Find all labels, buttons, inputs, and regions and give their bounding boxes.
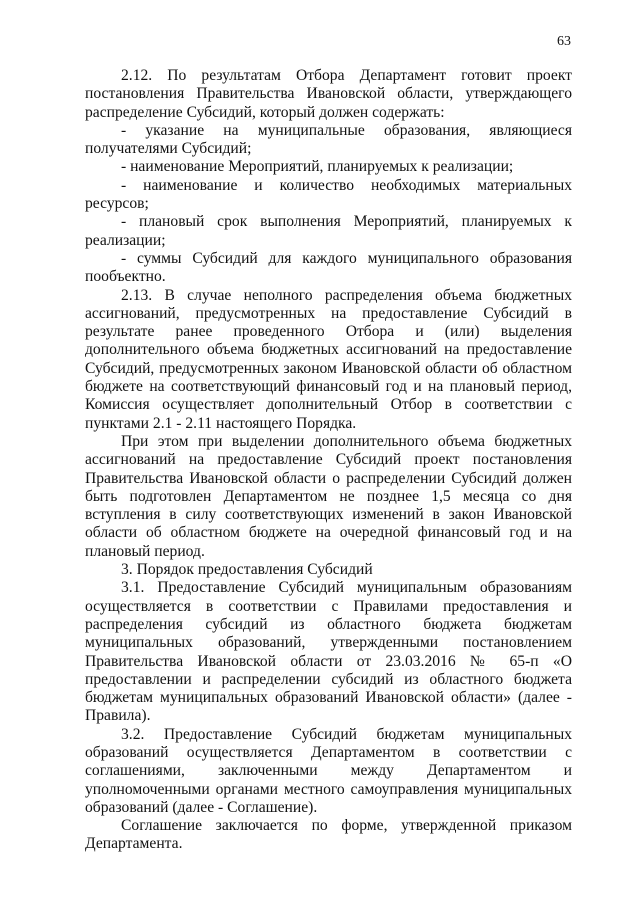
- list-item: - указание на муниципальные образования, являющиеся получателями Субсидий;: [85, 121, 572, 158]
- paragraph-2-12: 2.12. По результатам Отбора Департамент готовит проект постановления Правительства Ивановской области, утверждающего распределение Субсидий, который должен содержать:: [85, 67, 572, 121]
- paragraph-2-13: 2.13. В случае неполного распределения объема бюджетных ассигнований, предусмотренных на предоставление Субсидий в результате ранее проведенного Отбора и (или) выделения дополнительного объема бюджетных ассигнований на предоставление Субсидий, предусмотренных законом Ивановской области об областном бюджете на соответствующий финансовый год и на плановый период, Комиссия осуществляет дополнительный Отбор в соответствии с пунктами 2.1 - 2.11 настоящего Порядка.: [85, 286, 572, 432]
- list-item: - плановый срок выполнения Мероприятий, планируемых к реализации;: [85, 213, 572, 249]
- paragraph-additional-allocation: При этом при выделении дополнительного объема бюджетных ассигнований на предоставление Субсидий проект постановления Правительства Ивановской области о распределении Субсидий должен быть подготовлен Департаментом не позднее 1,5 месяца со дня вступления в силу соответствующих изменений в закон Ивановской области об областном бюджете на очередной финансовый год и на плановый период.: [85, 432, 572, 560]
- page-number: 63: [557, 34, 571, 49]
- paragraph-3-2: 3.2. Предоставление Субсидий бюджетам муниципальных образований осуществляется Департаментом в соответствии с соглашениями, заключенными между Департаментом и уполномоченными органами местного самоуправления муниципальных образований (далее - Соглашение).: [85, 725, 572, 816]
- document-body: [85, 67, 572, 854]
- list-item: - наименование Мероприятий, планируемых к реализации;: [121, 158, 514, 176]
- list-item: - наименование и количество необходимых материальных ресурсов;: [85, 176, 572, 213]
- list-item: - суммы Субсидий для каждого муниципального образования пообъектно.: [85, 249, 572, 286]
- section-heading: 3. Порядок предоставления Субсидий: [121, 561, 373, 579]
- paragraph-agreement-form: Соглашение заключается по форме, утвержденной приказом Департамента.: [85, 817, 572, 853]
- paragraph-3-1: 3.1. Предоставление Субсидий муниципальным образованиям осуществляется в соответствии с Правилами предоставления и распределения субсидий из областного бюджета бюджетам муниципальных образований, утвержденными постановлением Правительства Ивановской области от 23.03.2016 № 65-п «О предоставлении и распределении субсидий из областного бюджета бюджетам муниципальных образований Ивановской области» (далее - Правила).: [85, 579, 572, 725]
